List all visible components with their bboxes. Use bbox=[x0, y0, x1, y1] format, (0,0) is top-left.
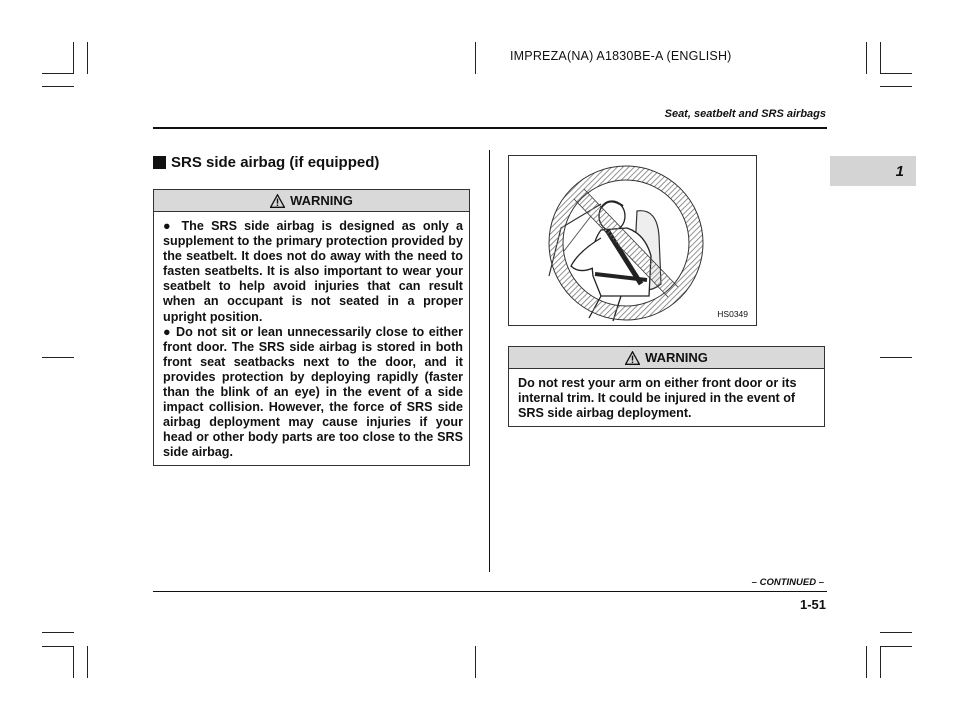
section-heading bbox=[153, 154, 379, 171]
illustration-id: HS0349 bbox=[717, 309, 748, 319]
warning-label: WARNING bbox=[645, 350, 708, 365]
document-id: IMPREZA(NA) A1830BE-A (ENGLISH) bbox=[510, 49, 732, 63]
warning-header bbox=[154, 190, 469, 212]
warning-paragraph: ● Do not sit or lean unnecessarily close to either front door. The SRS side airbag is stored in both front seat seatbacks next to the door, and it provides protection by deploying rapidly (faster than the blink of an eye) in the event of a side impact collision. However, the force of SRS side airbag deployment may cause injuries if your head or other body parts are too close to the SRS side airbag. bbox=[163, 324, 463, 460]
warning-header bbox=[509, 347, 824, 369]
warning-body bbox=[154, 212, 469, 465]
warning-triangle-icon bbox=[625, 351, 640, 365]
header-rule bbox=[153, 127, 827, 129]
chapter-number: 1 bbox=[895, 162, 904, 180]
warning-body bbox=[509, 369, 824, 425]
warning-box-left bbox=[153, 189, 470, 466]
square-bullet-icon bbox=[153, 156, 166, 169]
section-heading-text: SRS side airbag (if equipped) bbox=[171, 154, 380, 171]
warning-paragraph: Do not rest your arm on either front door or its internal trim. It could be injured in the event of SRS side airbag deployment. bbox=[518, 376, 797, 421]
no-leaning-on-door-icon bbox=[509, 156, 756, 325]
footer-rule bbox=[153, 591, 827, 592]
warning-box-right bbox=[508, 346, 825, 427]
column-divider bbox=[489, 150, 490, 572]
warning-paragraph: ● The SRS side airbag is designed as only a supplement to the primary protection provided by the seatbelt. It does not do away with the need to fasten seatbelts. It is also important to wear your seatbelt to help avoid injuries that can result when an occupant is not seated in a proper upright position. bbox=[163, 219, 463, 324]
illustration-frame bbox=[508, 155, 757, 326]
warning-label: WARNING bbox=[290, 193, 353, 208]
chapter-tab bbox=[830, 156, 916, 186]
section-title: Seat, seatbelt and SRS airbags bbox=[664, 108, 826, 120]
continued-label: – CONTINUED – bbox=[751, 577, 824, 588]
warning-triangle-icon bbox=[270, 194, 285, 208]
page-number: 1-51 bbox=[799, 597, 826, 612]
